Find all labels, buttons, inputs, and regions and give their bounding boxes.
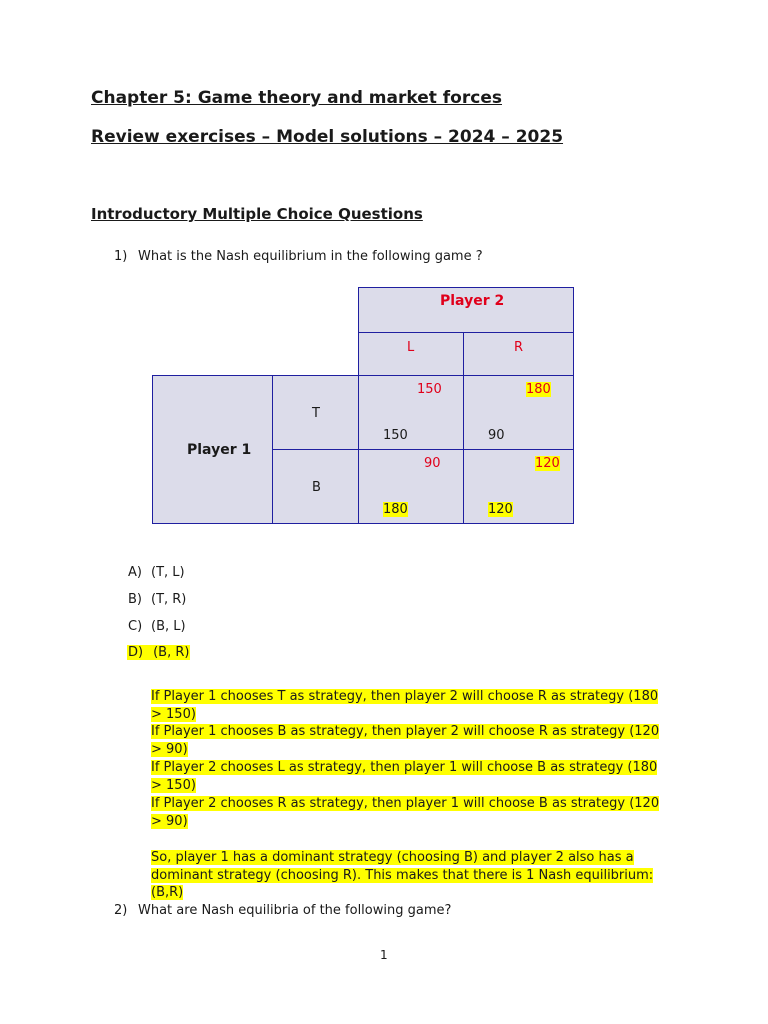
cell-BL <box>358 449 465 524</box>
cell-TR <box>463 375 574 451</box>
explanation-conclusion-text: So, player 1 has a dominant strategy (choosing B) and player 2 also has a dominant strategy (choosing R). This makes that there is 1 Nash equilibrium: (B,R) <box>151 850 654 901</box>
row-T-label: T <box>312 406 320 421</box>
explanation-line-4-text: If Player 2 chooses R as strategy, then player 1 will choose B as strategy (120 > 90) <box>151 796 660 829</box>
section-title: Introductory Multiple Choice Questions <box>91 205 423 223</box>
option-d-letter: D) <box>128 645 144 660</box>
explanation-conclusion <box>151 849 661 902</box>
option-c-letter: C) <box>128 619 143 634</box>
payoff-BR-player2: 120 <box>535 456 560 471</box>
explanation-line-3-text: If Player 2 chooses L as strategy, then player 1 will choose B as strategy (180 > 150) <box>151 760 658 793</box>
player1-label: Player 1 <box>187 442 252 458</box>
explanation-line-1-text: If Player 1 chooses T as strategy, then player 2 will choose R as strategy (180 > 150) <box>151 689 659 722</box>
option-d-text: (B, R) <box>153 645 190 660</box>
option-b-text: (T, R) <box>151 592 187 607</box>
chapter-title: Chapter 5: Game theory and market forces <box>91 88 502 108</box>
review-title: Review exercises – Model solutions – 2024 – 2025 <box>91 127 564 147</box>
payoff-BR-player1: 120 <box>488 502 513 517</box>
player2-label: Player 2 <box>440 293 505 309</box>
option-b-letter: B) <box>128 592 142 607</box>
explanation-line-3 <box>151 759 671 794</box>
col-L-label: L <box>407 340 415 355</box>
payoff-TL-player1: 150 <box>383 428 408 443</box>
question2-number: 2) <box>114 903 128 918</box>
col-R-label: R <box>514 340 524 355</box>
payoff-TL-player2: 150 <box>417 382 442 397</box>
explanation-line-2-text: If Player 1 chooses B as strategy, then player 2 will choose R as strategy (120 > 90) <box>151 724 660 757</box>
option-a-text: (T, L) <box>151 565 185 580</box>
question1-number: 1) <box>114 249 128 264</box>
payoff-BL-player2: 90 <box>424 456 441 471</box>
explanation-line-4 <box>151 795 671 830</box>
payoff-TR-player2: 180 <box>526 382 551 397</box>
page-number: 1 <box>380 948 388 962</box>
option-d-correct <box>127 645 190 660</box>
payoff-TR-player1: 90 <box>488 428 505 443</box>
option-c-text: (B, L) <box>151 619 186 634</box>
explanation-line-1 <box>151 688 671 723</box>
question1-text: What is the Nash equilibrium in the following game ? <box>138 249 483 264</box>
option-a-letter: A) <box>128 565 142 580</box>
cell-TL <box>358 375 465 451</box>
question2-text: What are Nash equilibria of the following game? <box>138 903 452 918</box>
explanation-line-2 <box>151 723 671 758</box>
row-B-label: B <box>312 480 321 495</box>
payoff-BL-player1: 180 <box>383 502 408 517</box>
